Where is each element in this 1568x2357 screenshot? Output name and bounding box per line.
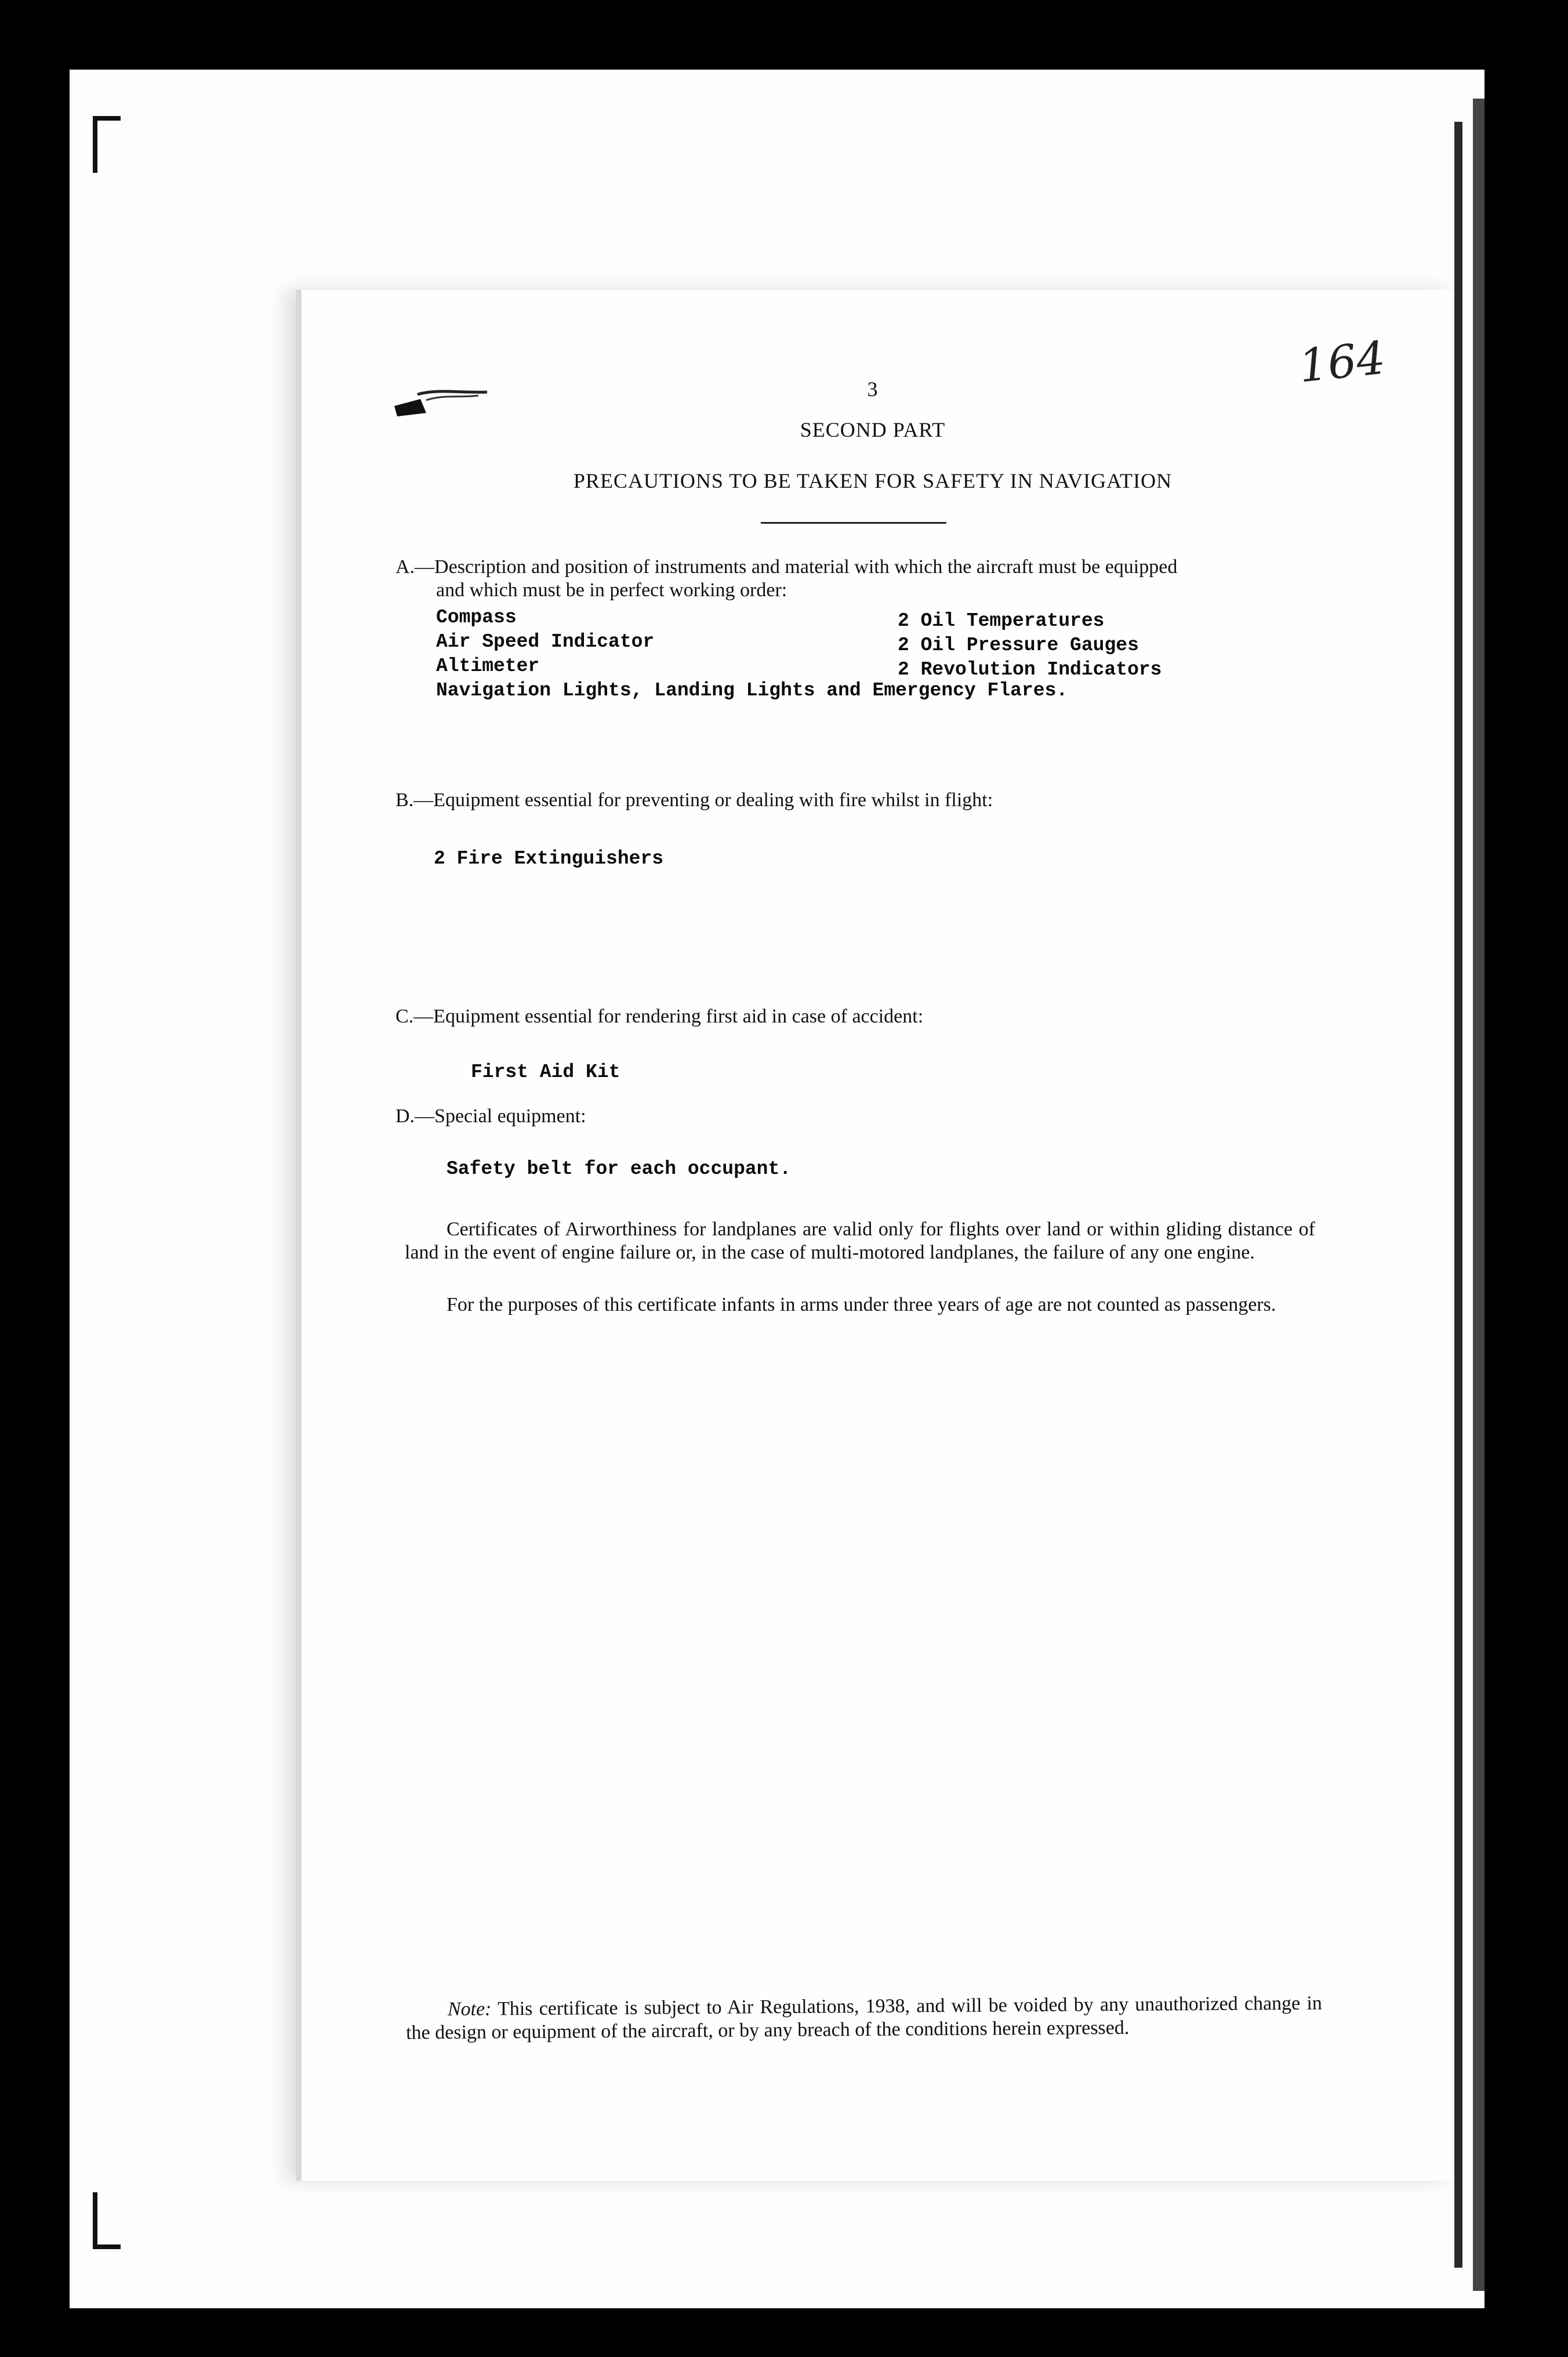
note-text: This certificate is subject to Air Regulations, 1938, and will be voided by any unauthorized change in the design or equipment of the aircraft, or by any breach of the conditions herein expressed. — [406, 1992, 1322, 2044]
instrument-list-right — [898, 609, 1162, 682]
handwritten-ref-number: 164 — [1296, 332, 1388, 393]
crop-mark-top-left — [93, 116, 121, 173]
instrument-item-lights: Navigation Lights, Landing Lights and Emergency Flares. — [436, 680, 1068, 701]
part-title: SECOND PART — [800, 418, 946, 441]
instrument-item: Altimeter — [436, 655, 540, 677]
passenger-paragraph: For the purposes of this certificate infants in arms under three years of age are not counted as passengers. — [447, 1294, 1276, 1315]
section-c-value: First Aid Kit — [471, 1061, 620, 1083]
section-b-value: 2 Fire Extinguishers — [434, 848, 664, 869]
instrument-item: Air Speed Indicator — [436, 631, 655, 652]
crop-mark-bottom-left — [93, 2192, 121, 2249]
section-a-heading-line1: A.—Description and position of instruments and material with which the aircraft must be equipped — [395, 556, 1178, 578]
section-a-heading-line2: and which must be in perfect working order: — [436, 579, 787, 601]
section-b-heading: B.—Equipment essential for preventing or dealing with fire whilst in flight: — [395, 789, 993, 811]
sheet-right-edge — [1454, 122, 1462, 2268]
section-d-heading: D.—Special equipment: — [395, 1105, 586, 1127]
section-c-heading: C.—Equipment essential for rendering first aid in case of accident: — [395, 1006, 924, 1027]
note-paragraph — [406, 1992, 1323, 2044]
page-edge-shadow — [1473, 99, 1484, 2291]
instrument-item: Compass — [436, 607, 517, 628]
section-a-heading — [395, 556, 1323, 602]
title-divider — [761, 522, 946, 524]
instrument-list-left — [436, 605, 654, 679]
instrument-item: 2 Oil Pressure Gauges — [898, 634, 1139, 656]
main-title: PRECAUTIONS TO BE TAKEN FOR SAFETY IN NAVIGATION — [573, 469, 1173, 492]
instrument-item: 2 Oil Temperatures — [898, 610, 1105, 632]
section-d-value: Safety belt for each occupant. — [447, 1158, 792, 1180]
page-number: 3 — [867, 378, 879, 401]
note-label: Note: — [447, 1998, 492, 2021]
validity-paragraph: Certificates of Airworthiness for landplanes are valid only for flights over land or within gliding distance of land in the event of engine failure or, in the case of multi-motored landplanes, the failure of any one engine. — [405, 1219, 1315, 1263]
instrument-item: 2 Revolution Indicators — [898, 659, 1162, 680]
